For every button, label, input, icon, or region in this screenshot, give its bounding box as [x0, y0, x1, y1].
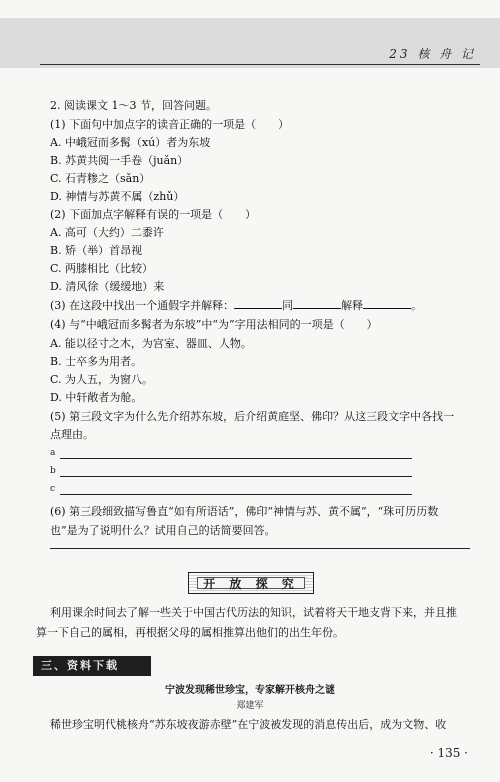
option-1b: B. 苏黄共阅一手卷（juǎn）: [50, 154, 189, 167]
option-4c: C. 为人五，为窗八。: [50, 373, 154, 386]
blank-original-input[interactable]: [293, 298, 341, 309]
blank-explain-input[interactable]: [363, 298, 411, 309]
sub-question-1: (1) 下面句中加点字的读音正确的一项是（ ）: [50, 118, 290, 131]
sub-question-6-line1: (6) 第三段细致描写鲁直“如有所语话”，佛印“神情与苏、黄不属”，“珠可历历数: [50, 505, 439, 518]
option-1a: A. 中峨冠而多髯（xú）者为东坡: [50, 136, 211, 149]
question-2-heading: 2. 阅读课文 1～3 节，回答问题。: [50, 99, 217, 112]
sub-question-5-line1: (5) 第三段文字为什么先介绍苏东坡，后介绍黄庭坚、佛印？从这三段文字中各找一: [50, 410, 455, 423]
article-first-line: 稀世珍宝明代桃核舟“苏东坡夜游赤壁”在宁波被发现的消息传出后，成为文物、收: [50, 718, 447, 731]
option-2d: D. 清风徐（缓缓地）来: [50, 280, 165, 293]
answer-label-c: c: [50, 484, 56, 494]
option-2c: C. 两膝相比（比较）: [50, 262, 154, 275]
option-4d: D. 中轩敞者为舱。: [50, 391, 143, 404]
answer-label-a: a: [50, 448, 56, 458]
article-author: 郑建军: [236, 701, 264, 711]
option-1c: C. 石青糁之（sǎn）: [50, 172, 151, 185]
answer-line-b[interactable]: [50, 466, 412, 480]
sub-question-6-line2: 也”是为了说明什么？试用自己的话简要回答。: [50, 524, 276, 537]
exploration-text-line2: 算一下自己的属相，再根据父母的属相推算出他们的出生年份。: [36, 626, 344, 639]
answer-line-6[interactable]: [50, 548, 470, 549]
answer-line-a[interactable]: [50, 448, 412, 462]
option-2a: A. 高可（大约）二黍许: [50, 226, 164, 239]
sub-question-3-suffix: 。: [411, 299, 423, 312]
chapter-title: 23 核 舟 记: [389, 47, 476, 61]
option-4a: A. 能以径寸之木，为宫室、器皿、人物。: [50, 337, 252, 350]
sub-question-3-mid2: 解释: [341, 299, 364, 312]
option-2b: B. 矫（举）首昂视: [50, 244, 143, 257]
answer-line-c[interactable]: [50, 484, 412, 498]
sub-question-2: (2) 下面加点字解释有误的一项是（ ）: [50, 208, 257, 221]
sub-question-3-mid1: 同: [282, 299, 294, 312]
section-3-banner: 三、资料下载: [33, 656, 151, 676]
article-title: 宁波发现稀世珍宝，专家解开核舟之谜: [165, 685, 335, 696]
page-number: · 135 ·: [429, 746, 468, 760]
header-divider: [40, 64, 480, 65]
option-4b: B. 士卒多为用者。: [50, 355, 143, 368]
answer-label-b: b: [50, 466, 56, 476]
sub-question-3-prefix: (3) 在这段中找出一个通假字并解释：: [50, 299, 235, 312]
exploration-text-line1: 利用课余时间去了解一些关于中国古代历法的知识，试着将天干地支背下来，并且推: [50, 606, 457, 619]
answer-rule-b: [60, 476, 412, 477]
sub-question-3: [50, 298, 422, 313]
answer-rule-a: [60, 458, 412, 459]
option-1d: D. 神情与苏黄不属（zhǔ）: [50, 190, 185, 203]
open-exploration-tag: [188, 572, 314, 594]
blank-char-input[interactable]: [234, 298, 282, 309]
sub-question-5-line2: 点理由。: [50, 428, 94, 441]
open-exploration-label: 开 放 探 究: [197, 577, 305, 589]
sub-question-4: (4) 与“中峨冠而多髯者为东坡”中“为”字用法相同的一项是（ ）: [50, 318, 378, 331]
answer-rule-c: [60, 494, 412, 495]
